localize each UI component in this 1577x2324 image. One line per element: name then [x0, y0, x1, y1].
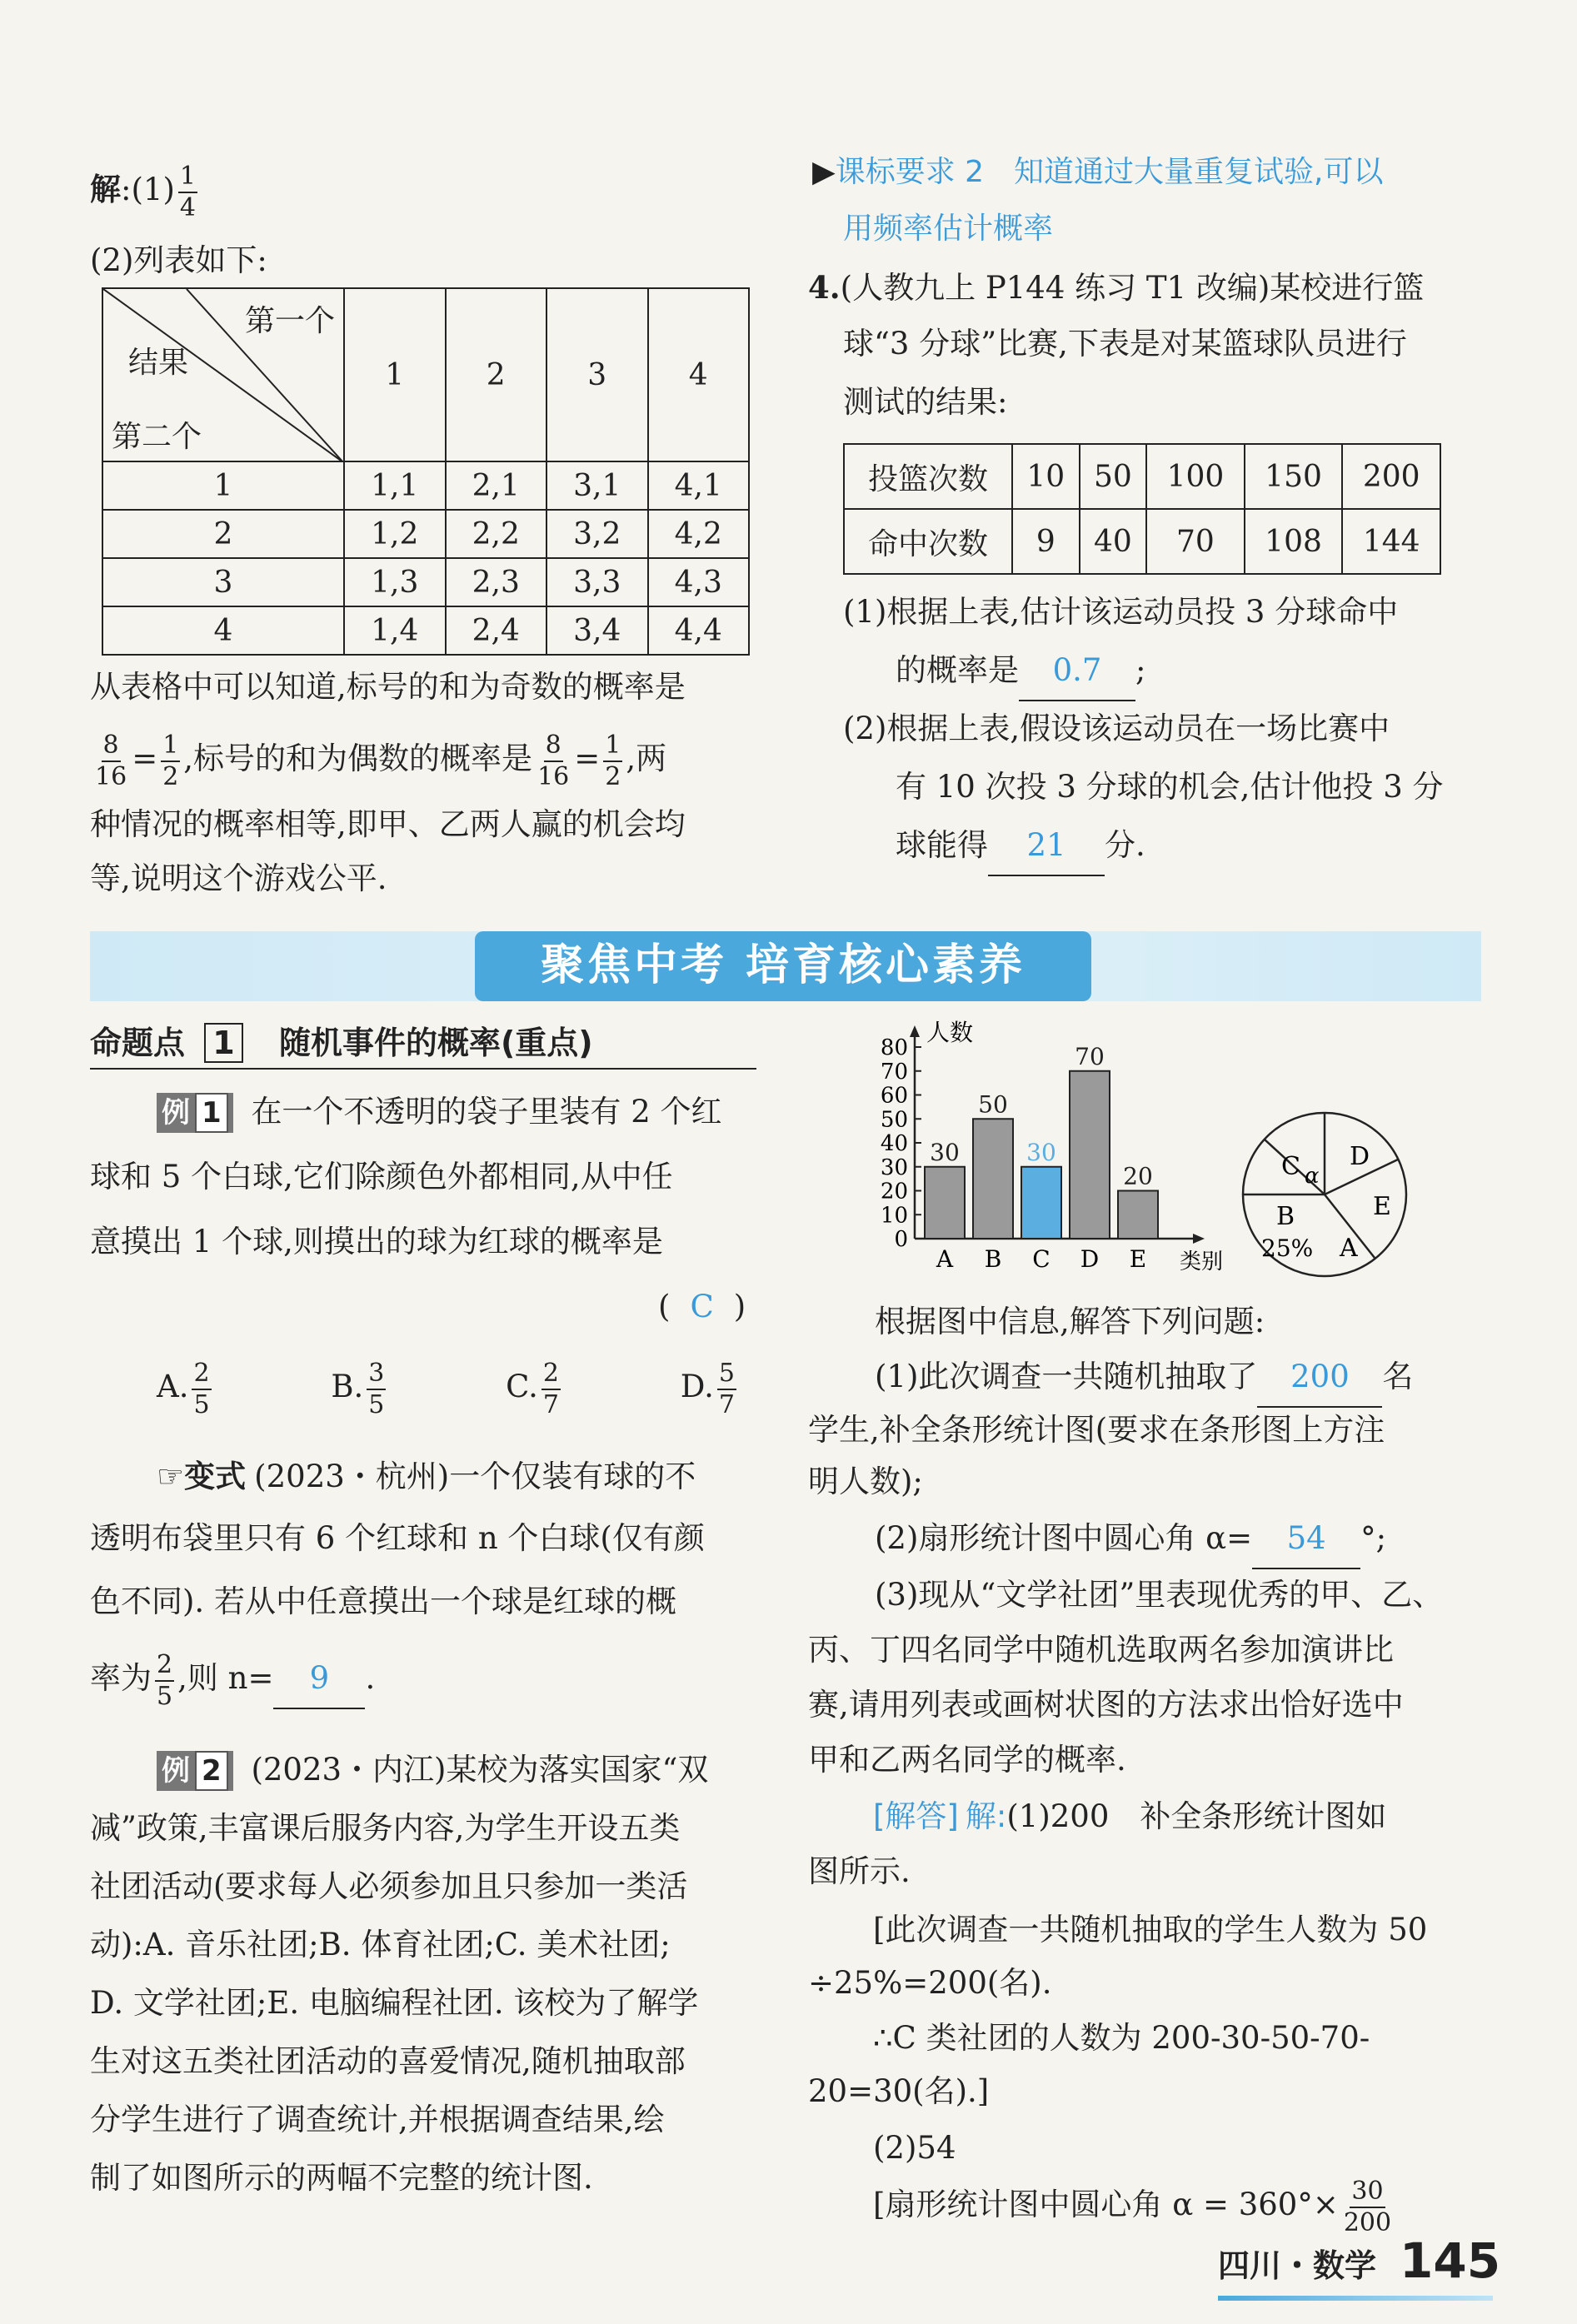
q4-part1-line-2: 的概率是 0.7 ;: [896, 641, 1145, 701]
example1-line-3: 意摸出 1 个球,则摸出的球为红球的概率是: [90, 1224, 663, 1259]
x-tick-label: E: [1129, 1245, 1147, 1273]
example1-line-2: 球和 5 个白球,它们除颜色外都相同,从中任: [90, 1159, 673, 1194]
bar-b: [973, 1119, 1013, 1239]
answer-blank: 54: [1252, 1509, 1360, 1569]
example2-line-4: 动):A. 音乐社团;B. 体育社团;C. 美术社团;: [90, 1927, 671, 1962]
pie-label-25: 25%: [1261, 1234, 1314, 1262]
table-row: 3 1,3 2,3 3,3 4,3: [102, 558, 749, 606]
bar-d: [1070, 1071, 1110, 1239]
answer-line-7: (2)54: [873, 2130, 956, 2166]
footer-rule: [1218, 2296, 1493, 2301]
q4-part1-line-1: (1)根据上表,估计该运动员投 3 分球命中: [843, 594, 1399, 630]
example2-line-1: 例 2 (2023・内江)某校为落实国家“双: [157, 1741, 708, 1799]
bar-e: [1118, 1191, 1158, 1239]
answer-blank: 200: [1257, 1348, 1382, 1408]
answer-line-5: ∴C 类社团的人数为 200-30-50-70-: [873, 2020, 1370, 2056]
page-number: 145: [1400, 2232, 1501, 2289]
col-head: 3: [546, 288, 648, 461]
x-tick-label: A: [936, 1245, 954, 1273]
y-tick-label: 50: [880, 1107, 908, 1133]
answer-line-8: [扇形统计图中圆心角 α = 360°× $\frac{30}{200}$: [873, 2176, 1392, 2237]
question1-line-2: 学生,补全条形统计图(要求在条形图上方注: [808, 1412, 1385, 1448]
example2-line-5: D. 文学社团;E. 电脑编程社团. 该校为了解学: [90, 1985, 699, 2021]
y-tick-label: 0: [894, 1227, 908, 1252]
conclusion-line-3: 种情况的概率相等,即甲、乙两人赢的机会均: [90, 806, 686, 842]
q4-line-1: 4.(人教九上 P144 练习 T1 改编)某校进行篮: [808, 269, 1425, 306]
variant-line-2: 透明布袋里只有 6 个红球和 n 个白球(仅有颜: [90, 1520, 705, 1556]
example-tag: 例 2: [157, 1751, 233, 1791]
bar-value-label: 70: [1075, 1042, 1105, 1070]
fraction-1-4: $\frac{1}{4}$: [179, 161, 196, 222]
bar-value-label: 30: [1026, 1138, 1056, 1166]
answer-line-6: 20=30(名).]: [808, 2073, 990, 2109]
answer-line-4: ÷25%=200(名).: [808, 1965, 1052, 2001]
table-row: 投篮次数 10 50 100 150 200: [844, 444, 1440, 509]
example2-line-7: 分学生进行了调查统计,并根据调查结果,绘: [90, 2102, 665, 2137]
y-axis-label: 人数: [926, 1019, 974, 1046]
variant-line-3: 色不同). 若从中任意摸出一个球是红球的概: [90, 1583, 676, 1619]
pie-chart: [1233, 1108, 1425, 1283]
table-row: 4 1,4 2,4 3,4 4,4: [102, 606, 749, 655]
x-tick-label: D: [1080, 1245, 1100, 1273]
option-a: A. $\frac{2}{5}$: [157, 1358, 210, 1419]
x-tick-label: B: [984, 1245, 1002, 1273]
x-axis-label: 类别: [1180, 1249, 1224, 1274]
bar-c: [1021, 1167, 1061, 1239]
option-b: B. $\frac{3}{5}$: [331, 1358, 385, 1419]
curriculum-requirement-2: 用频率估计概率: [843, 212, 1054, 246]
example2-line-6: 生对这五类社团活动的喜爱情况,随机抽取部: [90, 2043, 686, 2079]
answer-line-3: [此次调查一共随机抽取的学生人数为 50: [873, 1912, 1428, 1947]
answer-choice: C: [690, 1289, 714, 1324]
question3-line-4: 甲和乙两名同学的概率.: [808, 1742, 1126, 1778]
shot-table: [843, 443, 1441, 575]
header-first: 第一个: [244, 304, 335, 338]
table-diagonal-header: [102, 288, 344, 461]
example-tag: 例 1: [157, 1093, 233, 1133]
answer-blank: 9: [273, 1649, 365, 1709]
banner-title: 聚焦中考 培育核心素养: [475, 931, 1091, 1001]
answer-blank: 0.7: [1019, 641, 1135, 701]
conclusion-line-4: 等,说明这个游戏公平.: [90, 860, 387, 896]
y-tick-label: 40: [880, 1131, 908, 1156]
answer-tag: [解答]: [873, 1798, 959, 1834]
variant-line-4: 率为 $\frac{2}{5}$ ,则 n= 9 .: [90, 1649, 376, 1711]
q4-line-2: 球“3 分球”比赛,下表是对某篮球队员进行: [843, 326, 1407, 362]
table-row: 1 1,1 2,1 3,1 4,1: [102, 461, 749, 510]
questions-intro: 根据图中信息,解答下列问题:: [875, 1304, 1265, 1339]
question3-line-1: (3)现从“文学社团”里表现优秀的甲、乙、: [875, 1577, 1444, 1613]
y-tick-label: 30: [880, 1155, 908, 1180]
solution-line-1: 解:(1) $\frac{1}{4}$: [90, 161, 196, 222]
options-row: [157, 1358, 740, 1420]
triangle-marker-icon: ▶: [812, 155, 836, 189]
y-tick-label: 80: [880, 1035, 908, 1060]
pie-label-d: D: [1350, 1142, 1370, 1171]
col-head: 2: [446, 288, 547, 461]
pie-label-b: B: [1276, 1202, 1295, 1231]
bar-a: [925, 1167, 965, 1239]
table-row: 命中次数 9 40 70 108 144: [844, 509, 1440, 574]
example2-line-8: 制了如图所示的两幅不完整的统计图.: [90, 2160, 593, 2196]
q4-part2-line-2: 有 10 次投 3 分球的机会,估计他投 3 分: [896, 769, 1444, 805]
y-tick-label: 60: [880, 1083, 908, 1109]
y-tick-label: 10: [880, 1203, 908, 1229]
x-tick-label: C: [1032, 1245, 1051, 1273]
question3-line-2: 丙、丁四名同学中随机选取两名参加演讲比: [808, 1632, 1394, 1668]
topic-number: 1: [204, 1023, 242, 1063]
answer-line-2: 图所示.: [808, 1853, 911, 1889]
col-head: 4: [648, 288, 750, 461]
question1-line-1: (1)此次调查一共随机抽取了 200 名: [875, 1348, 1413, 1408]
question3-line-3: 赛,请用列表或画树状图的方法求出恰好选中: [808, 1687, 1404, 1723]
q4-part2-line-3: 球能得 21 分.: [896, 816, 1145, 876]
answer-blank: 21: [988, 816, 1105, 876]
conclusion-line-2: $\frac{8}{16}$ = $\frac{1}{2}$ ,标号的和为偶数的概率是 $\frac{8}{16}$ = $\frac{1}{2}$ ,两: [95, 730, 667, 791]
example1-line-1: 例 1 在一个不透明的袋子里装有 2 个红: [157, 1083, 722, 1141]
table-intro: (2)列表如下:: [90, 242, 267, 278]
sum-table: [102, 287, 750, 656]
question1-line-3: 明人数);: [808, 1464, 923, 1499]
x-axis-arrow: [1193, 1234, 1205, 1244]
answer-line-1: [解答] 解:(1)200 补全条形统计图如: [873, 1798, 1387, 1834]
example2-line-2: 减”政策,丰富课后服务内容,为学生开设五类: [90, 1810, 681, 1846]
footer-region: 四川・数学: [1218, 2247, 1377, 2284]
bar-value-label: 20: [1123, 1162, 1153, 1190]
example1-answer: ( C ): [658, 1289, 746, 1324]
q4-line-3: 测试的结果:: [843, 384, 1008, 420]
example2-line-3: 社团活动(要求每人必须参加且只参加一类活: [90, 1868, 688, 1904]
y-tick-label: 70: [880, 1059, 908, 1085]
pie-label-e: E: [1373, 1192, 1391, 1221]
question2-line: (2)扇形统计图中圆心角 α= 54 °;: [875, 1509, 1386, 1569]
variant-line-1: ☞变式 (2023・杭州)一个仅装有球的不: [157, 1459, 696, 1494]
bar-chart: [858, 1018, 1225, 1276]
header-second: 第二个: [112, 420, 202, 454]
curriculum-requirement: ▶课标要求 2 知道通过大量重复试验,可以: [812, 155, 1384, 189]
bar-value-label: 30: [930, 1138, 960, 1166]
header-result: 结果: [128, 346, 189, 380]
conclusion-line-1: 从表格中可以知道,标号的和为奇数的概率是: [90, 669, 686, 705]
table-row: 2 1,2 2,2 3,2 4,2: [102, 510, 749, 558]
q4-part2-line-1: (2)根据上表,假设该运动员在一场比赛中: [843, 711, 1390, 746]
topic-heading: 命题点 1 随机事件的概率(重点): [90, 1018, 756, 1070]
pie-alpha: α: [1305, 1164, 1320, 1189]
y-tick-label: 20: [880, 1179, 908, 1204]
y-axis-arrow: [910, 1025, 920, 1037]
bar-value-label: 50: [978, 1090, 1008, 1119]
solution-label: 解: [90, 171, 121, 207]
option-c: C. $\frac{2}{7}$: [506, 1358, 560, 1419]
pointing-hand-icon: ☞: [157, 1459, 185, 1494]
col-head: 1: [344, 288, 446, 461]
pie-label-a: A: [1340, 1234, 1358, 1263]
pie-label-c: C: [1281, 1152, 1300, 1181]
option-d: D. $\frac{5}{7}$: [680, 1358, 735, 1419]
